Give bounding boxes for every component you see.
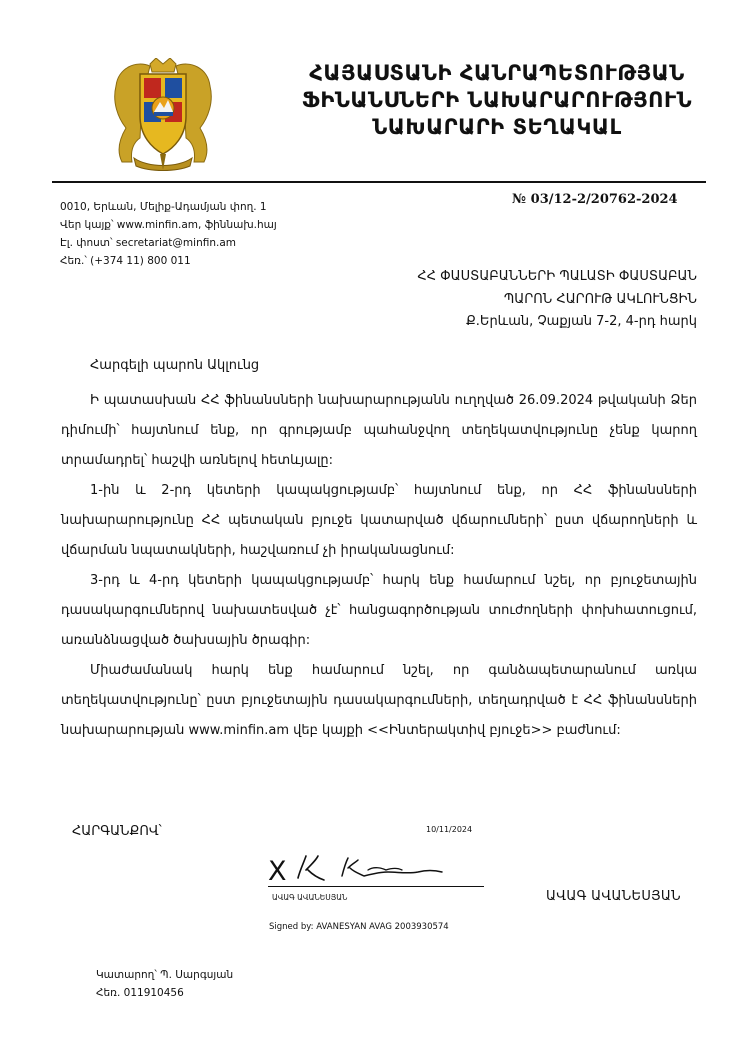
addressee-title: ՀՀ ՓԱՍՏԱԲԱՆՆԵՐԻ ՊԱԼԱՏԻ ՓԱՍՏԱԲԱՆ [417, 269, 697, 284]
paragraph-additional-info [61, 656, 697, 746]
addressee-block [417, 266, 697, 334]
contact-address: 0010, Երևան, Մելիք-Ադամյան փող. 1 [60, 201, 267, 213]
body-line: 1-ին և 2-րդ կետերի կապակցությամբ՝ հայտնում ենք, որ ՀՀ ֆինանսների [90, 483, 697, 498]
contact-website: Վեր կայք՝ www.minfin.am, ֆիննախ.հայ [60, 219, 277, 231]
body-line: առանձնացված ծախսային ծրագիր: [61, 633, 311, 648]
paragraph-points-3-4 [61, 566, 697, 656]
executor-block [96, 966, 233, 1002]
body-line: նախարարության www.minfin.am վեբ կայքի <<Ինտերակտիվ բյուջե>> բաժնում: [61, 723, 621, 738]
contact-block [60, 198, 277, 270]
executor-name: Կատարող՝ Պ. Սարգսյան [96, 969, 234, 981]
closing-phrase: ՀԱՐԳԱՆՔՈՎ՝ [72, 824, 162, 839]
contact-phone: Հեռ.՝ (+374 11) 800 011 [60, 255, 191, 267]
body-line: դիմումի՝ հայտնում ենք, որ գրությամբ պահանջվող տեղեկատվությունը չենք կարող [61, 423, 697, 438]
paragraph-response [61, 386, 697, 476]
ministry-header [262, 60, 732, 141]
body-line: դասակարգումներով նախատեսված չէ՝ հանցագործության տուժողների փոխհատուցում, [61, 603, 697, 618]
paragraph-points-1-2 [61, 476, 697, 566]
document-number: № 03/12-2/20762-2024 [512, 192, 678, 207]
coat-of-arms-emblem [104, 58, 222, 173]
signatory-name: ԱՎԱԳ ԱՎԱՆԵՍՅԱՆ [546, 889, 681, 904]
handwritten-signature [290, 848, 450, 888]
body-line: վճարման նպատակների, հաշվառում չի իրականացնում: [61, 543, 455, 558]
signature-line [268, 886, 484, 887]
addressee-name: ՊԱՐՈՆ ՀԱՐՈՒԹ ԱԿԼՈՒՆՑԻՆ [503, 291, 697, 307]
body-line: նախարարությունը ՀՀ պետական բյուջե կատարված վճարումների՝ ըստ վճարողների և [61, 513, 697, 528]
executor-phone: Հեռ. 011910456 [96, 987, 184, 999]
header-line-deputy-minister: ՆԱԽԱՐԱՐԻ ՏԵՂԱԿԱԼ [372, 115, 622, 139]
body-line: 3-րդ և 4-րդ կետերի կապակցությամբ՝ հարկ ենք համարում նշել, որ բյուջետային [90, 573, 697, 588]
header-line-ministry: ՖԻՆԱՆՍՆԵՐԻ ՆԱԽԱՐԱՐՈՒԹՅՈՒՆ [301, 88, 693, 112]
signature-mark: X [268, 856, 287, 887]
addressee-address: Ք.Երևան, Չաքյան 7-2, 4-րդ հարկ [465, 314, 697, 329]
salutation: Հարգելի պարոն Ակլունց [90, 358, 260, 373]
header-line-country: ՀԱՅԱՍՏԱՆԻ ՀԱՆՐԱՊԵՏՈՒԹՅԱՆ [309, 61, 685, 85]
letter-body [61, 386, 697, 746]
digital-signature-info: Signed by: AVANESYAN AVAG 2003930574 [269, 922, 449, 932]
header-divider [52, 181, 706, 183]
body-line: Միաժամանակ հարկ ենք համարում նշել, որ գանձապետարանում առկա [90, 663, 697, 678]
signature-date: 10/11/2024 [426, 825, 473, 834]
signature-caption: ԱՎԱԳ ԱՎԱՆԵՍՅԱՆ [272, 893, 348, 902]
body-line: տեղեկատվությունը՝ ըստ բյուջետային դասակարգումների, տեղադրված է ՀՀ ֆինանսների [61, 693, 697, 708]
body-line: տրամադրել՝ հաշվի առնելով հետևյալը: [61, 453, 334, 468]
contact-email: Էլ. փոստ՝ secretariat@minfin.am [60, 237, 236, 249]
body-line: Ի պատասխան ՀՀ ֆինանսների նախարարությանն ուղղված 26.09.2024 թվականի Ձեր [90, 393, 697, 408]
